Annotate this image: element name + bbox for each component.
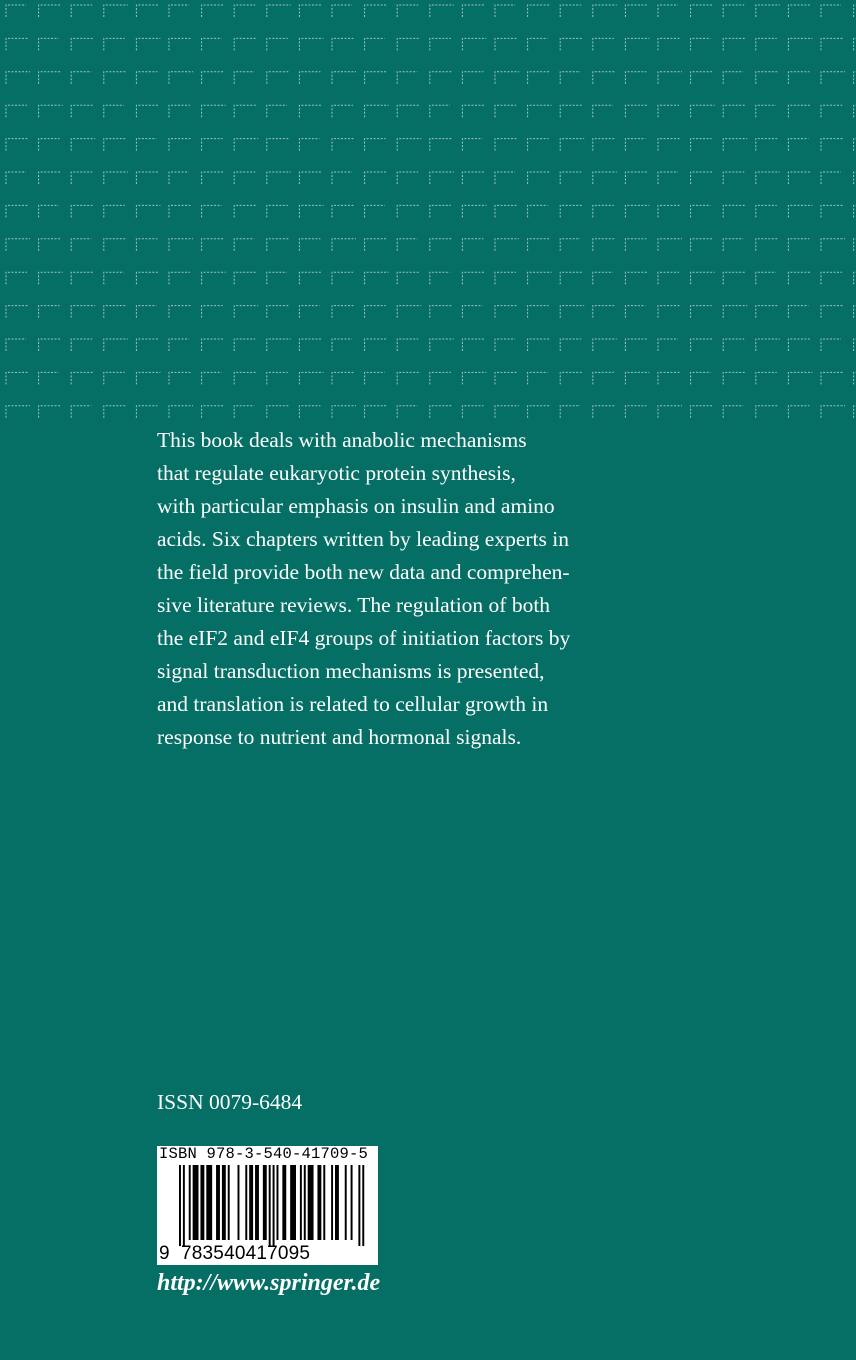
barcode-bar (282, 1165, 286, 1240)
publisher-url[interactable]: http://www.springer.de (157, 1270, 381, 1296)
blurb-line: signal transduction mechanisms is presented, (157, 659, 545, 683)
barcode-bar (216, 1165, 220, 1240)
barcode-lead-digit: 9 (159, 1243, 170, 1264)
barcode-bar (263, 1165, 267, 1240)
blurb-line: the eIF2 and eIF4 groups of initiation factors by (157, 626, 571, 650)
barcode-bar (200, 1165, 204, 1240)
barcode-bar (308, 1165, 314, 1240)
blurb-line: that regulate eukaryotic protein synthesis, (157, 461, 516, 485)
barcode-bar (206, 1165, 212, 1240)
barcode-bar (362, 1165, 364, 1246)
barcode-bar (189, 1165, 191, 1240)
barcode-bar (317, 1165, 321, 1240)
barcode-bar (238, 1165, 240, 1240)
barcode-bar (183, 1165, 185, 1246)
isbn-barcode (157, 1146, 378, 1265)
barcode-bar (304, 1165, 306, 1240)
issn-number: ISSN 0079-6484 (157, 1090, 303, 1114)
barcode-bar (255, 1165, 259, 1240)
barcode-bar (269, 1165, 271, 1246)
barcode-digit-string: 783540417095 (181, 1243, 311, 1264)
barcode-bar (323, 1165, 325, 1240)
back-cover-blurb (157, 424, 677, 754)
grid-bracket-lines (6, 5, 856, 418)
barcode-bar (245, 1165, 247, 1240)
barcode-bar (345, 1165, 347, 1240)
blurb-line: with particular emphasis on insulin and amino (157, 494, 555, 518)
barcode-bar (273, 1165, 275, 1246)
barcode-bar (290, 1165, 296, 1240)
barcode-bar (351, 1165, 353, 1240)
blurb-line: acids. Six chapters written by leading experts in (157, 527, 569, 551)
barcode-bar (358, 1165, 360, 1246)
barcode-bar (300, 1165, 302, 1240)
barcode-bar (335, 1165, 339, 1240)
barcode-bar (228, 1165, 230, 1240)
blurb-line: response to nutrient and hormonal signals. (157, 725, 522, 749)
blurb-line: and translation is related to cellular growth in (157, 692, 549, 716)
barcode-bar (249, 1165, 253, 1240)
barcode-bar (179, 1165, 181, 1246)
barcode-bar (193, 1165, 199, 1240)
blurb-line: This book deals with anabolic mechanisms (157, 428, 527, 452)
grid-pattern (0, 0, 856, 425)
blurb-line: the field provide both new data and comprehen- (157, 560, 570, 584)
barcode-bars (157, 1165, 378, 1246)
blurb-line: sive literature reviews. The regulation of both (157, 593, 551, 617)
isbn-text: ISBN 978-3-540-41709-5 (159, 1145, 369, 1163)
barcode-bar (331, 1165, 333, 1240)
barcode-bar (277, 1165, 279, 1240)
barcode-bar (222, 1165, 226, 1240)
